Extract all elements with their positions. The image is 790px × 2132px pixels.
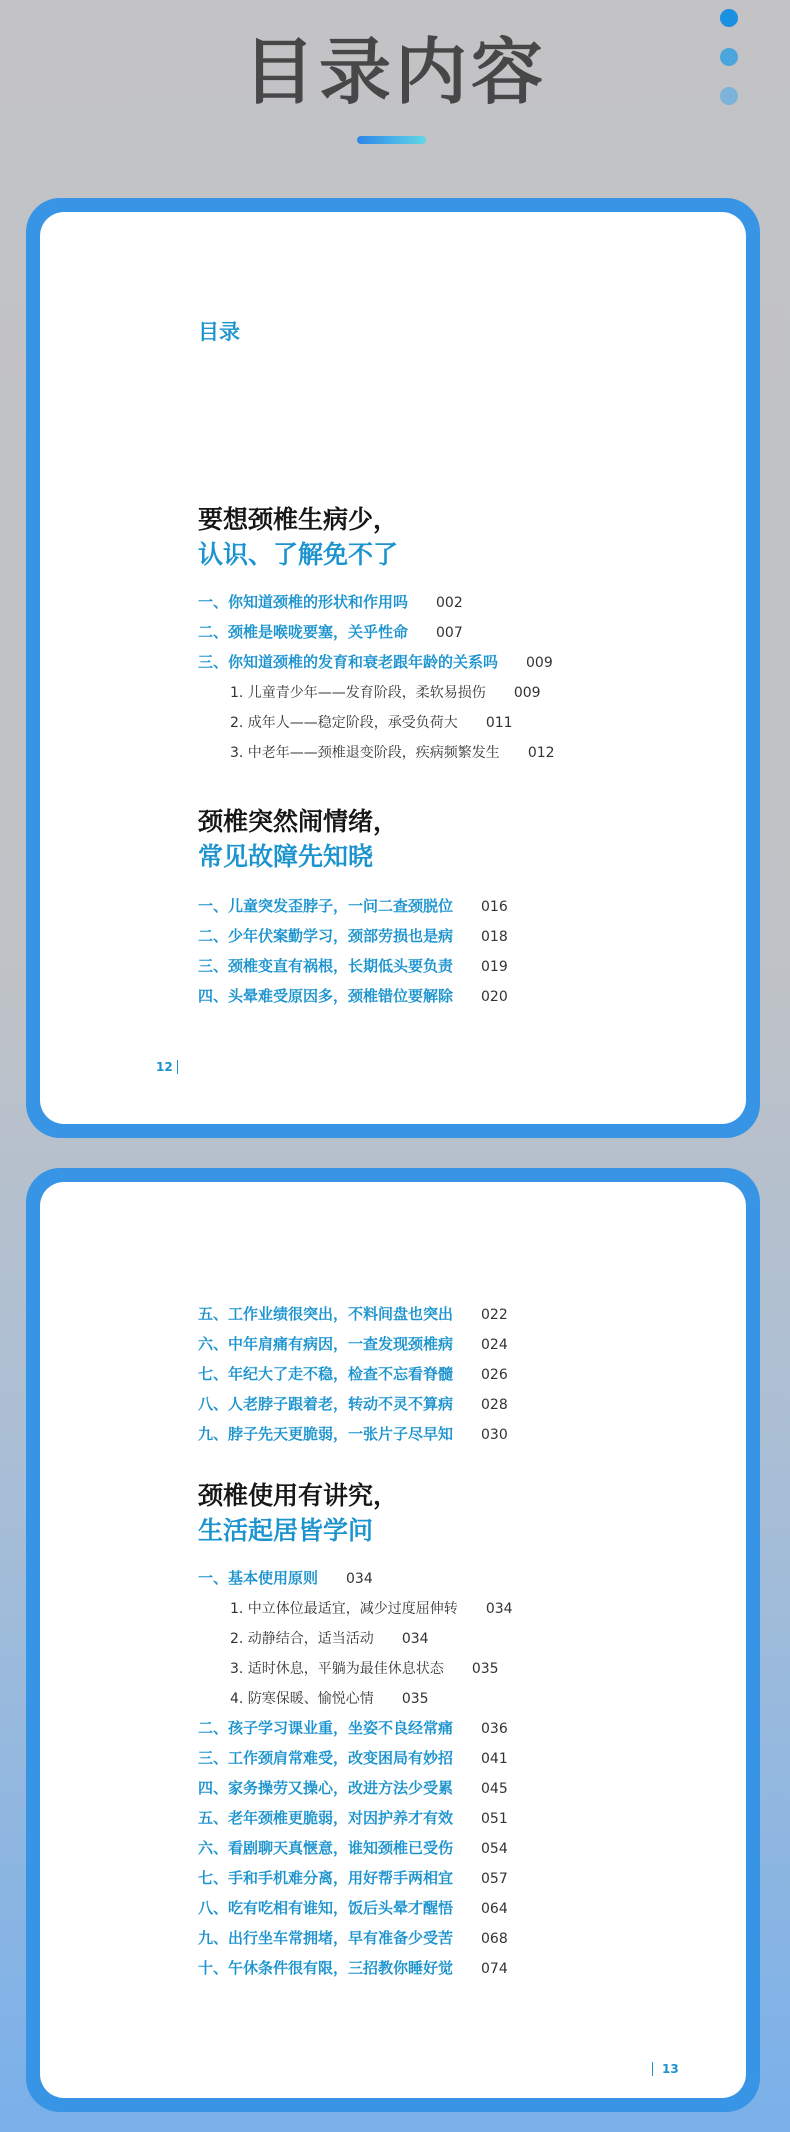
section-heading — [198, 804, 398, 874]
toc-entry-page: 019 — [481, 959, 508, 975]
toc-subentry-title: 2. 成年人——稳定阶段，承受负荷大 — [230, 715, 458, 731]
title-underline — [357, 136, 426, 144]
toc-entry-title: 一、基本使用原则 — [198, 1569, 319, 1587]
page-number: 12 — [156, 1060, 173, 1074]
toc-entry-page: 018 — [481, 929, 508, 945]
toc-subentry-title: 2. 动静结合，适当活动 — [230, 1631, 374, 1647]
toc-entry[interactable] — [198, 652, 553, 673]
toc-page-12 — [26, 198, 760, 1138]
page-number-divider — [177, 1060, 178, 1074]
toc-subentry-title: 1. 儿童青少年——发育阶段，柔软易损伤 — [230, 685, 486, 701]
decor-dot-2 — [720, 48, 738, 66]
toc-entry-title: 五、工作业绩很突出，不料间盘也突出 — [198, 1305, 454, 1323]
toc-label: 目录 — [198, 320, 240, 344]
toc-entry-page: 045 — [481, 1781, 508, 1797]
toc-subentry[interactable] — [230, 712, 513, 733]
toc-entry[interactable] — [198, 1868, 508, 1889]
toc-entry-title: 一、儿童突发歪脖子，一问二查颈脱位 — [198, 897, 454, 915]
toc-entry-page: 036 — [481, 1721, 508, 1737]
toc-entry-title: 一、你知道颈椎的形状和作用吗 — [198, 593, 409, 611]
toc-entry-title: 九、脖子先天更脆弱，一张片子尽早知 — [198, 1425, 454, 1443]
toc-entry-page: 030 — [481, 1427, 508, 1443]
toc-entry-title: 七、手和手机难分离，用好帮手两相宜 — [198, 1869, 454, 1887]
toc-entry-title: 二、颈椎是喉咙要塞，关乎性命 — [198, 623, 409, 641]
decor-dot-1 — [720, 9, 738, 27]
toc-entry[interactable] — [198, 896, 508, 917]
toc-entry-title: 三、颈椎变直有祸根，长期低头要负责 — [198, 957, 454, 975]
toc-subentry-title: 4. 防寒保暖、愉悦心情 — [230, 1691, 374, 1707]
toc-entry[interactable] — [198, 1568, 373, 1589]
toc-subentry[interactable] — [230, 1658, 499, 1679]
toc-entry[interactable] — [198, 1394, 508, 1415]
toc-subentry-title: 3. 适时休息，平躺为最佳休息状态 — [230, 1661, 444, 1677]
toc-entry-title: 七、年纪大了走不稳，检查不忘看脊髓 — [198, 1365, 454, 1383]
section-heading-line1: 要想颈椎生病少， — [198, 505, 399, 534]
toc-entry-page: 020 — [481, 989, 508, 1005]
page-number: 13 — [662, 2062, 679, 2076]
toc-entry[interactable] — [198, 986, 508, 1007]
toc-entry[interactable] — [198, 1898, 508, 1919]
toc-entry-title: 三、你知道颈椎的发育和衰老跟年龄的关系吗 — [198, 653, 499, 671]
toc-subentry-page: 034 — [485, 1601, 513, 1617]
toc-entry[interactable] — [198, 1334, 508, 1355]
toc-entry-title: 十、午休条件很有限，三招教你睡好觉 — [198, 1959, 454, 1977]
toc-subentry-page: 012 — [527, 745, 555, 761]
toc-subentry[interactable] — [230, 1628, 429, 1649]
toc-entry-title: 四、头晕难受原因多，颈椎错位要解除 — [198, 987, 454, 1005]
toc-entry-title: 五、老年颈椎更脆弱，对因护养才有效 — [198, 1809, 454, 1827]
toc-subentry[interactable] — [230, 682, 541, 703]
toc-entry-page: 068 — [481, 1931, 508, 1947]
section-heading — [198, 1478, 398, 1548]
toc-entry[interactable] — [198, 926, 508, 947]
toc-entry[interactable] — [198, 1778, 508, 1799]
toc-entry-title: 八、吃有吃相有谁知，饭后头晕才醒悟 — [198, 1899, 454, 1917]
toc-entry-page: 026 — [481, 1367, 508, 1383]
toc-subentry-page: 011 — [485, 715, 513, 731]
toc-entry[interactable] — [198, 1748, 508, 1769]
toc-entry-title: 六、看剧聊天真惬意，谁知颈椎已受伤 — [198, 1839, 454, 1857]
toc-entry-page: 054 — [481, 1841, 508, 1857]
toc-entry[interactable] — [198, 622, 463, 643]
toc-entry-page: 051 — [481, 1811, 508, 1827]
section-heading-line2: 认识、了解免不了 — [198, 540, 399, 569]
toc-entry-title: 三、工作颈肩常难受，改变困局有妙招 — [198, 1749, 454, 1767]
toc-entry[interactable] — [198, 1718, 508, 1739]
page-number-divider — [652, 2062, 653, 2076]
toc-entry-page: 057 — [481, 1871, 508, 1887]
toc-page-13 — [26, 1168, 760, 2112]
page-title: 目录内容 — [242, 30, 547, 114]
toc-entry[interactable] — [198, 1364, 508, 1385]
toc-entry-page: 034 — [346, 1571, 373, 1587]
toc-entry-page: 028 — [481, 1397, 508, 1413]
toc-entry[interactable] — [198, 592, 463, 613]
section-heading-line2: 常见故障先知晓 — [198, 842, 374, 871]
section-heading-line2: 生活起居皆学问 — [198, 1516, 374, 1545]
toc-entry[interactable] — [198, 1424, 508, 1445]
toc-entry[interactable] — [198, 956, 508, 977]
toc-entry-page: 007 — [436, 625, 463, 641]
toc-entry-title: 二、孩子学习课业重，坐姿不良经常痛 — [198, 1719, 454, 1737]
page-sheet — [40, 1182, 746, 2098]
toc-entry-page: 009 — [526, 655, 553, 671]
decor-dot-3 — [720, 87, 738, 105]
toc-entry-page: 024 — [481, 1337, 508, 1353]
toc-entry[interactable] — [198, 1928, 508, 1949]
toc-subentry-page: 009 — [513, 685, 541, 701]
toc-subentry[interactable] — [230, 1598, 513, 1619]
toc-entry-page: 002 — [436, 595, 463, 611]
toc-entry-title: 九、出行坐车常拥堵，早有准备少受苦 — [198, 1929, 454, 1947]
toc-subentry-page: 034 — [401, 1631, 429, 1647]
toc-entry-page: 064 — [481, 1901, 508, 1917]
toc-subentry[interactable] — [230, 1688, 429, 1709]
section-heading — [198, 502, 398, 572]
toc-subentry[interactable] — [230, 742, 555, 763]
toc-entry[interactable] — [198, 1958, 508, 1979]
toc-subentry-title: 3. 中老年——颈椎退变阶段，疾病频繁发生 — [230, 745, 500, 761]
section-heading-line1: 颈椎突然闹情绪， — [198, 807, 399, 836]
toc-subentry-title: 1. 中立体位最适宜，减少过度屈伸转 — [230, 1601, 458, 1617]
section-heading-line1: 颈椎使用有讲究， — [198, 1481, 399, 1510]
toc-entry-page: 022 — [481, 1307, 508, 1323]
toc-entry-page: 074 — [481, 1961, 508, 1977]
toc-subentry-page: 035 — [471, 1661, 499, 1677]
toc-entry[interactable] — [198, 1838, 508, 1859]
toc-entry-page: 016 — [481, 899, 508, 915]
toc-entry-title: 二、少年伏案勤学习，颈部劳损也是病 — [198, 927, 454, 945]
toc-entry[interactable] — [198, 1304, 508, 1325]
toc-entry-title: 六、中年肩痛有病因，一查发现颈椎病 — [198, 1335, 454, 1353]
toc-entry-title: 八、人老脖子跟着老，转动不灵不算病 — [198, 1395, 454, 1413]
toc-subentry-page: 035 — [401, 1691, 429, 1707]
toc-entry[interactable] — [198, 1808, 508, 1829]
toc-entry-page: 041 — [481, 1751, 508, 1767]
toc-entry-title: 四、家务操劳又操心，改进方法少受累 — [198, 1779, 454, 1797]
page-sheet — [40, 212, 746, 1124]
